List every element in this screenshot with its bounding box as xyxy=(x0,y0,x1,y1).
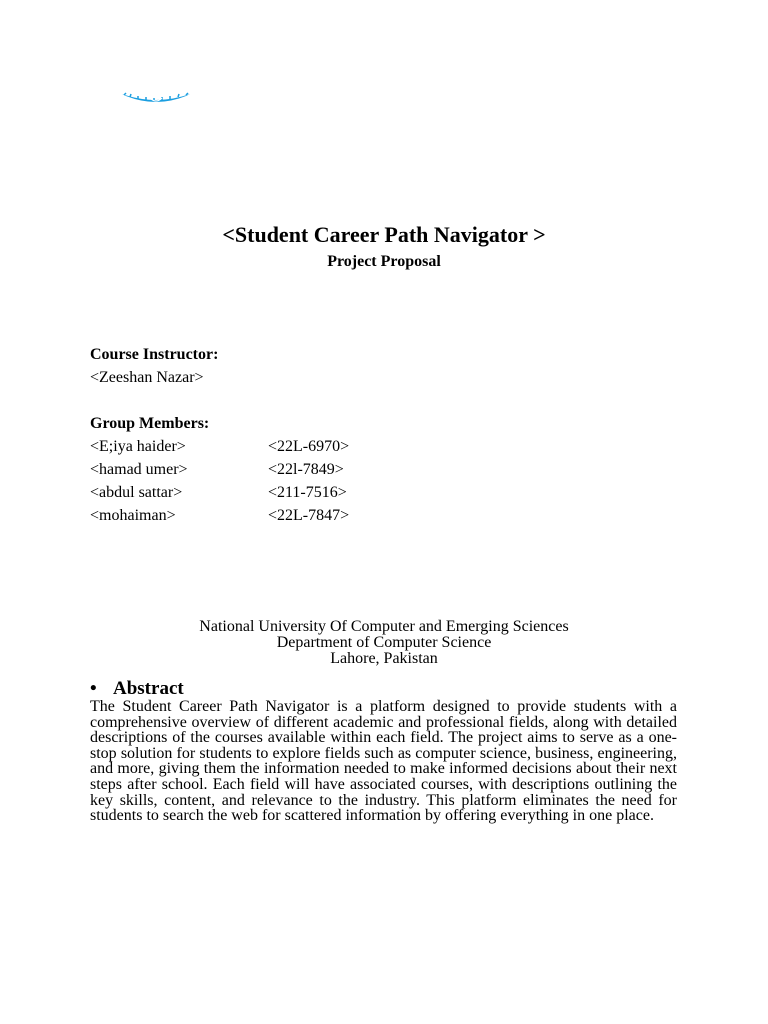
member-row xyxy=(90,458,349,481)
instructor-name: <Zeeshan Nazar> xyxy=(90,369,204,386)
member-row xyxy=(90,504,349,527)
member-name: <hamad umer> xyxy=(90,461,188,478)
instructor-label: Course Instructor: xyxy=(90,346,219,363)
member-id: <22L-7847> xyxy=(268,507,350,524)
document-subtitle: Project Proposal xyxy=(327,253,441,270)
abstract-heading-text: Abstract xyxy=(113,678,184,699)
abstract-heading xyxy=(90,678,184,700)
university-block xyxy=(0,619,768,667)
member-name: <mohaiman> xyxy=(90,507,176,524)
member-id: <22L-6970> xyxy=(268,438,350,455)
university-name: National University Of Computer and Emerging Sciences xyxy=(199,618,569,635)
document-title: <Student Career Path Navigator > xyxy=(222,222,546,247)
member-name: <E;iya haider> xyxy=(90,438,186,455)
abstract-paragraph: The Student Career Path Navigator is a platform designed to provide students with a comprehensive overview of different academic and professional fields, along with detailed descriptions of the courses available within each field. The project aims to serve as a one-stop solution for students to explore fields such as computer science, business, engineering, and more, giving them the information needed to make informed decisions about their next steps after school. Each field will have associated courses, with descriptions outlining the key skills, content, and relevance to the industry. This platform eliminates the need for students to search the web for scattered information by offering everything in one place. xyxy=(90,698,677,825)
group-members-section xyxy=(90,412,349,527)
member-id: <211-7516> xyxy=(268,484,347,501)
group-members-label: Group Members: xyxy=(90,415,210,432)
department-name: Department of Computer Science xyxy=(276,634,492,651)
member-row xyxy=(90,435,349,458)
bullet-icon: • xyxy=(90,678,97,699)
university-location: Lahore, Pakistan xyxy=(330,650,438,667)
member-row xyxy=(90,481,349,504)
instructor-section xyxy=(90,343,218,389)
university-logo-icon xyxy=(120,92,192,108)
member-name: <abdul sattar> xyxy=(90,484,183,501)
member-id: <22l-7849> xyxy=(268,461,344,478)
